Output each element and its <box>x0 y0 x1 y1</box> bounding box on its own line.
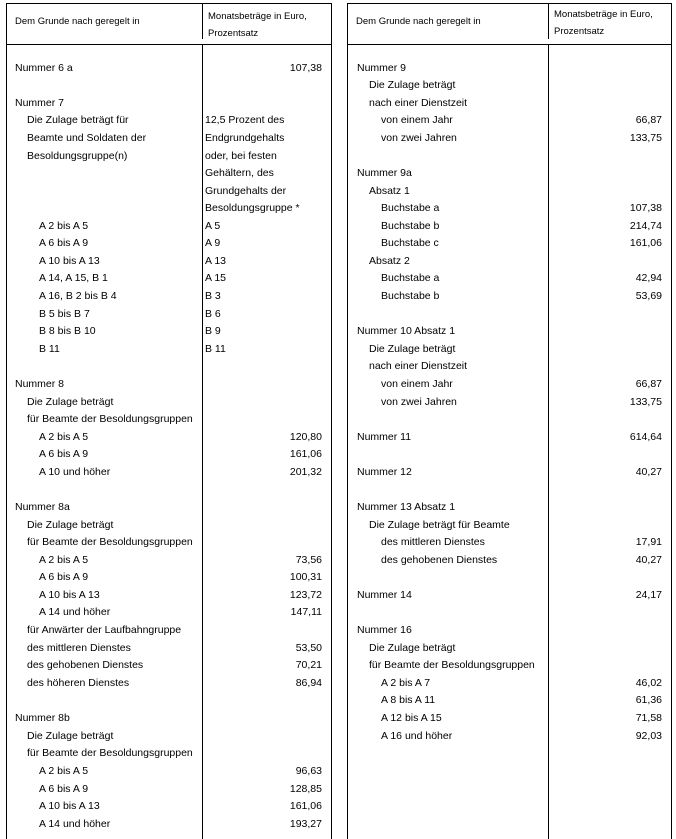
row-label: des gehobenen Dienstes <box>27 659 144 671</box>
table-row <box>7 552 331 569</box>
row-label: Nummer 13 Absatz 1 <box>357 501 456 513</box>
row-label: A 2 bis A 5 <box>39 220 89 232</box>
header-col2-line1: Monatsbeträge in Euro, <box>208 11 307 22</box>
row-amount: 53,50 <box>295 642 322 654</box>
row-label: A 10 bis A 13 <box>39 800 100 812</box>
row-label: Nummer 12 <box>357 466 412 478</box>
table-row <box>348 95 671 112</box>
row-rate: B 6 <box>205 308 221 320</box>
row-label: A 10 bis A 13 <box>39 255 100 267</box>
table-row <box>7 218 331 235</box>
row-amount: 40,27 <box>635 554 662 566</box>
row-rate: B 9 <box>205 325 221 337</box>
row-amount: 161,06 <box>629 237 662 249</box>
table-row <box>7 587 331 604</box>
table-row <box>348 552 671 569</box>
table-row <box>7 816 331 833</box>
row-rate: Gehältern, des <box>205 167 274 179</box>
table-row <box>7 534 331 551</box>
table-row <box>348 710 671 727</box>
row-label: Die Zulage beträgt <box>27 730 114 742</box>
row-label: des höheren Dienstes <box>27 677 130 689</box>
row-amount: 42,94 <box>635 272 662 284</box>
table-header <box>7 4 331 45</box>
row-label: A 14 und höher <box>39 818 111 830</box>
row-label: Die Zulage beträgt <box>369 79 456 91</box>
row-amount: 161,06 <box>289 800 322 812</box>
table-row <box>7 640 331 657</box>
row-label: Die Zulage beträgt <box>369 343 456 355</box>
table-row <box>348 270 671 287</box>
row-label: Nummer 11 <box>357 431 412 443</box>
table-row <box>7 781 331 798</box>
row-label: Buchstabe c <box>381 237 439 249</box>
row-label: Die Zulage beträgt für <box>27 114 129 126</box>
row-amount: 53,69 <box>635 290 662 302</box>
table-row <box>348 517 671 534</box>
table-row <box>7 288 331 305</box>
table-row <box>7 499 331 516</box>
row-amount: 107,38 <box>629 202 662 214</box>
row-label: Nummer 16 <box>357 624 412 636</box>
table-row <box>7 763 331 780</box>
left-table <box>6 3 332 839</box>
row-label: Die Zulage beträgt <box>369 642 456 654</box>
row-amount: 193,27 <box>289 818 322 830</box>
table-row <box>348 130 671 147</box>
row-rate: oder, bei festen <box>205 150 277 162</box>
row-label: von zwei Jahren <box>381 396 457 408</box>
row-label: Nummer 6 a <box>15 62 73 74</box>
table-row <box>7 95 331 112</box>
row-label: Nummer 9a <box>357 167 412 179</box>
row-amount: 100,31 <box>289 571 322 583</box>
row-amount: 40,27 <box>635 466 662 478</box>
row-label: Nummer 10 Absatz 1 <box>357 325 456 337</box>
row-amount: 123,72 <box>289 589 322 601</box>
table-row <box>348 77 671 94</box>
table-row <box>348 657 671 674</box>
header-col2 <box>202 4 331 39</box>
table-row <box>7 200 331 217</box>
table-row <box>348 288 671 305</box>
row-label: B 5 bis B 7 <box>39 308 90 320</box>
right-table <box>347 3 672 839</box>
row-label: A 6 bis A 9 <box>39 783 89 795</box>
table-row <box>7 270 331 287</box>
row-rate: A 5 <box>205 220 221 232</box>
header-col1: Dem Grunde nach geregelt in <box>15 16 140 27</box>
row-amount: 17,91 <box>635 536 662 548</box>
row-rate: Grundgehalts der <box>205 185 287 197</box>
row-label: nach einer Dienstzeit <box>369 360 468 372</box>
table-row <box>348 253 671 270</box>
row-label: A 10 bis A 13 <box>39 589 100 601</box>
row-label: von einem Jahr <box>381 114 453 126</box>
header-col2-line2: Prozentsatz <box>208 28 259 39</box>
row-amount: 71,58 <box>635 712 662 724</box>
row-label: für Beamte der Besoldungsgruppen <box>369 659 535 671</box>
table-row <box>348 587 671 604</box>
row-label: A 2 bis A 7 <box>381 677 431 689</box>
row-rate: Endgrundgehalts <box>205 132 285 144</box>
row-amount: 73,56 <box>295 554 322 566</box>
table-row <box>348 640 671 657</box>
row-label: Buchstabe a <box>381 272 440 284</box>
row-label: Die Zulage beträgt für Beamte <box>369 519 510 531</box>
table-row <box>7 798 331 815</box>
table-row <box>7 306 331 323</box>
row-amount: 128,85 <box>289 783 322 795</box>
table-row <box>348 165 671 182</box>
table-row <box>7 130 331 147</box>
row-label: A 6 bis A 9 <box>39 448 89 460</box>
row-amount: 24,17 <box>635 589 662 601</box>
row-label: A 14, A 15, B 1 <box>39 272 108 284</box>
row-label: A 14 und höher <box>39 606 111 618</box>
row-label: A 2 bis A 5 <box>39 554 89 566</box>
header-col2-line1: Monatsbeträge in Euro, <box>554 9 653 20</box>
row-label: Nummer 14 <box>357 589 412 601</box>
row-rate: A 15 <box>205 272 227 284</box>
row-label: für Beamte der Besoldungsgruppen <box>27 413 193 425</box>
table-row <box>348 358 671 375</box>
row-amount: 161,06 <box>289 448 322 460</box>
row-label: B 8 bis B 10 <box>39 325 96 337</box>
row-amount: 614,64 <box>629 431 662 443</box>
table-row <box>348 675 671 692</box>
row-label: A 6 bis A 9 <box>39 571 89 583</box>
row-label: des mittleren Dienstes <box>27 642 131 654</box>
row-label: A 6 bis A 9 <box>39 237 89 249</box>
table-row <box>7 728 331 745</box>
table-row <box>7 745 331 762</box>
table-row <box>348 534 671 551</box>
table-row <box>7 112 331 129</box>
row-label: A 8 bis A 11 <box>381 694 436 706</box>
row-label: A 16 und höher <box>381 730 453 742</box>
table-row <box>348 183 671 200</box>
row-label: Buchstabe b <box>381 220 440 232</box>
table-row <box>348 60 671 77</box>
row-label: nach einer Dienstzeit <box>369 97 468 109</box>
row-label: A 16, B 2 bis B 4 <box>39 290 117 302</box>
row-amount: 214,74 <box>629 220 662 232</box>
row-label: A 12 bis A 15 <box>381 712 442 724</box>
table-row <box>348 394 671 411</box>
row-label: Nummer 9 <box>357 62 407 74</box>
row-amount: 92,03 <box>635 730 662 742</box>
table-row <box>348 728 671 745</box>
row-amount: 133,75 <box>629 132 662 144</box>
row-label: Nummer 8a <box>15 501 70 513</box>
row-amount: 133,75 <box>629 396 662 408</box>
table-row <box>7 622 331 639</box>
row-rate: B 3 <box>205 290 221 302</box>
row-label: für Beamte der Besoldungsgruppen <box>27 747 193 759</box>
table-row <box>7 446 331 463</box>
row-amount: 86,94 <box>295 677 322 689</box>
table-row <box>7 569 331 586</box>
row-rate: A 13 <box>205 255 227 267</box>
row-rate: B 11 <box>205 343 226 355</box>
row-amount: 61,36 <box>635 694 662 706</box>
row-label: von einem Jahr <box>381 378 453 390</box>
row-amount: 96,63 <box>295 765 322 777</box>
table-row <box>348 464 671 481</box>
row-label: für Anwärter der Laufbahngruppe <box>27 624 182 636</box>
row-label: des mittleren Dienstes <box>381 536 485 548</box>
row-label: Buchstabe b <box>381 290 440 302</box>
table-row <box>348 112 671 129</box>
row-label: von zwei Jahren <box>381 132 457 144</box>
header-col2 <box>548 4 671 39</box>
table-row <box>7 394 331 411</box>
table-row <box>7 341 331 358</box>
row-label: des gehobenen Dienstes <box>381 554 498 566</box>
table-row <box>7 464 331 481</box>
row-label: Absatz 1 <box>369 185 410 197</box>
table-row <box>348 200 671 217</box>
row-amount: 66,87 <box>635 114 662 126</box>
table-row <box>348 499 671 516</box>
row-label: Beamte und Soldaten der <box>27 132 147 144</box>
row-label: Besoldungsgruppe(n) <box>27 150 128 162</box>
row-label: Nummer 7 <box>15 97 65 109</box>
header-col1: Dem Grunde nach geregelt in <box>356 16 481 27</box>
row-amount: 201,32 <box>289 466 322 478</box>
row-rate: A 9 <box>205 237 221 249</box>
row-amount: 107,38 <box>289 62 322 74</box>
row-amount: 66,87 <box>635 378 662 390</box>
table-row <box>7 165 331 182</box>
row-label: für Beamte der Besoldungsgruppen <box>27 536 193 548</box>
table-row <box>7 657 331 674</box>
table-row <box>7 235 331 252</box>
table-row <box>348 218 671 235</box>
table-row <box>7 60 331 77</box>
row-label: A 2 bis A 5 <box>39 431 89 443</box>
table-row <box>348 692 671 709</box>
table-row <box>7 253 331 270</box>
row-label: Buchstabe a <box>381 202 440 214</box>
row-label: Die Zulage beträgt <box>27 519 114 531</box>
table-row <box>7 411 331 428</box>
table-row <box>348 323 671 340</box>
table-row <box>348 341 671 358</box>
table-row <box>348 235 671 252</box>
row-label: A 2 bis A 5 <box>39 765 89 777</box>
table-row <box>7 429 331 446</box>
table-row <box>348 429 671 446</box>
row-label: Die Zulage beträgt <box>27 396 114 408</box>
table-row <box>7 604 331 621</box>
row-amount: 70,21 <box>295 659 322 671</box>
table-header <box>348 4 671 45</box>
table-row <box>348 376 671 393</box>
row-amount: 46,02 <box>635 677 662 689</box>
row-label: B 11 <box>39 343 60 355</box>
row-label: A 10 und höher <box>39 466 111 478</box>
row-rate: 12,5 Prozent des <box>205 114 285 126</box>
row-amount: 120,80 <box>289 431 322 443</box>
table-row <box>7 710 331 727</box>
row-amount: 147,11 <box>290 606 322 618</box>
header-col2-line2: Prozentsatz <box>554 26 605 37</box>
table-row <box>7 183 331 200</box>
row-label: Nummer 8 <box>15 378 65 390</box>
row-label: Absatz 2 <box>369 255 410 267</box>
table-row <box>7 517 331 534</box>
table-row <box>7 376 331 393</box>
table-row <box>7 148 331 165</box>
row-label: Nummer 8b <box>15 712 70 724</box>
table-row <box>348 622 671 639</box>
table-row <box>7 323 331 340</box>
row-rate: Besoldungsgruppe * <box>205 202 300 214</box>
table-row <box>7 675 331 692</box>
